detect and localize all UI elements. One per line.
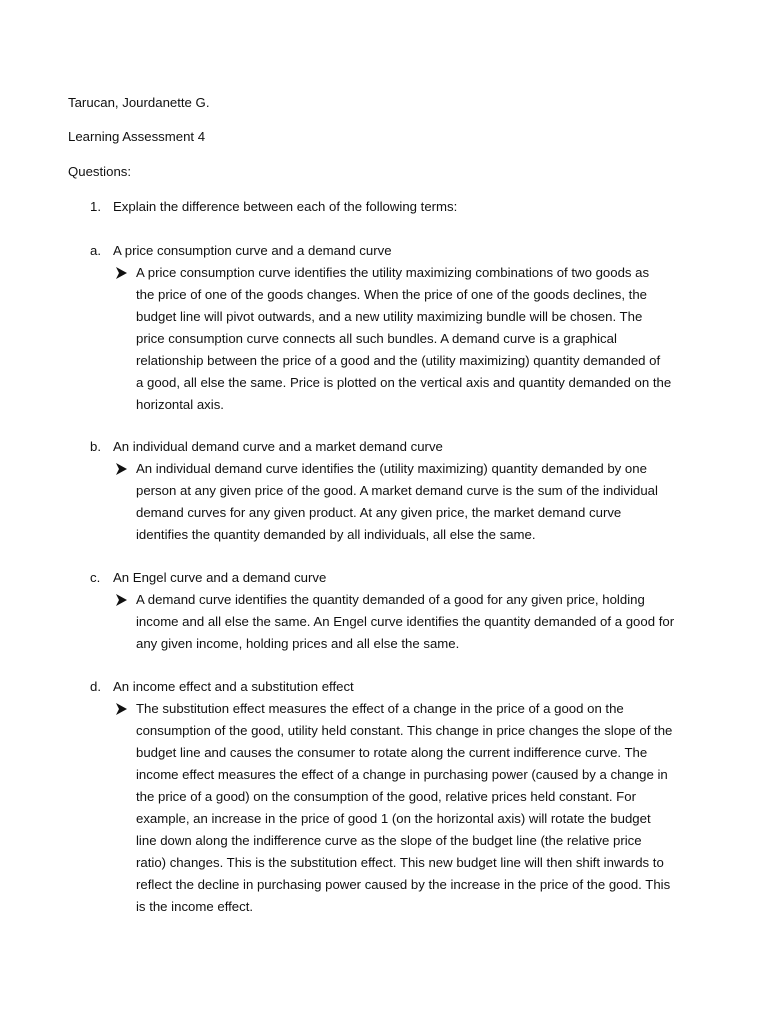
- answer-line: The substitution effect measures the effect of a change in the price of a good on the: [136, 701, 624, 716]
- item-c-label: [90, 567, 326, 589]
- item-title: An individual demand curve and a market demand curve: [113, 439, 443, 454]
- arrow-bullet-icon: [114, 262, 130, 284]
- arrow-bullet-icon: [114, 698, 130, 720]
- item-a-answer: [114, 262, 706, 416]
- questions-heading: Questions:: [68, 164, 132, 179]
- answer-line: is the income effect.: [136, 899, 254, 914]
- answer-text: [136, 589, 706, 655]
- item-b-label: [90, 436, 443, 458]
- answer-line: budget line will pivot outwards, and a new utility maximizing bundle will be chosen. The: [136, 309, 643, 324]
- answer-line: the price of one of the goods changes. When the price of one of the goods declines, the: [136, 287, 647, 302]
- answer-line: line down along the indifference curve as the slope of the budget line (the relative price: [136, 833, 642, 848]
- question-text: Explain the difference between each of the following terms:: [113, 199, 458, 214]
- answer-line: horizontal axis.: [136, 397, 224, 412]
- answer-line: the price of a good) on the consumption of the good, relative prices held constant. For: [136, 789, 636, 804]
- question-number: 1.: [90, 199, 101, 214]
- answer-line: income and all else the same. An Engel curve identifies the quantity demanded of a good for: [136, 614, 675, 629]
- answer-line: example, an increase in the price of good 1 (on the horizontal axis) will rotate the budget: [136, 811, 651, 826]
- answer-line: An individual demand curve identifies the (utility maximizing) quantity demanded by one: [136, 461, 647, 476]
- answer-text: [136, 698, 706, 918]
- item-title: An income effect and a substitution effect: [113, 679, 354, 694]
- answer-text: [136, 458, 706, 546]
- answer-line: identifies the quantity demanded by all individuals, all else the same.: [136, 527, 536, 542]
- item-a-label: [90, 240, 392, 262]
- arrow-bullet-icon: [114, 589, 130, 611]
- item-letter: b.: [90, 439, 101, 454]
- answer-line: price consumption curve connects all such bundles. A demand curve is a graphical: [136, 331, 617, 346]
- item-title: An Engel curve and a demand curve: [113, 570, 327, 585]
- author-name: Tarucan, Jourdanette G.: [68, 95, 210, 110]
- arrow-bullet-icon: [114, 458, 130, 480]
- item-title: A price consumption curve and a demand curve: [113, 243, 392, 258]
- item-c-answer: [114, 589, 706, 655]
- answer-line: demand curves for any given product. At any given price, the market demand curve: [136, 505, 622, 520]
- answer-line: relationship between the price of a good and the (utility maximizing) quantity demanded of: [136, 353, 661, 368]
- answer-line: ratio) changes. This is the substitution effect. This new budget line will then shift inwards to: [136, 855, 664, 870]
- answer-line: budget line and causes the consumer to rotate along the current indifference curve. The: [136, 745, 648, 760]
- item-letter: a.: [90, 243, 101, 258]
- question-1: [90, 196, 457, 218]
- answer-line: person at any given price of the good. A market demand curve is the sum of the individual: [136, 483, 658, 498]
- item-letter: c.: [90, 570, 101, 585]
- assessment-title: Learning Assessment 4: [68, 129, 206, 144]
- answer-line: a good, all else the same. Price is plotted on the vertical axis and quantity demanded on the: [136, 375, 672, 390]
- answer-line: any given income, holding prices and all else the same.: [136, 636, 460, 651]
- item-b-answer: [114, 458, 706, 546]
- answer-line: consumption of the good, utility held constant. This change in price changes the slope of the: [136, 723, 673, 738]
- answer-line: reflect the decline in purchasing power caused by the increase in the price of the good. This: [136, 877, 671, 892]
- answer-text: [136, 262, 706, 416]
- answer-line: A price consumption curve identifies the utility maximizing combinations of two goods as: [136, 265, 650, 280]
- answer-line: A demand curve identifies the quantity demanded of a good for any given price, holding: [136, 592, 645, 607]
- answer-line: income effect measures the effect of a change in purchasing power (caused by a change in: [136, 767, 668, 782]
- item-d-label: [90, 676, 354, 698]
- item-d-answer: [114, 698, 706, 918]
- item-letter: d.: [90, 679, 101, 694]
